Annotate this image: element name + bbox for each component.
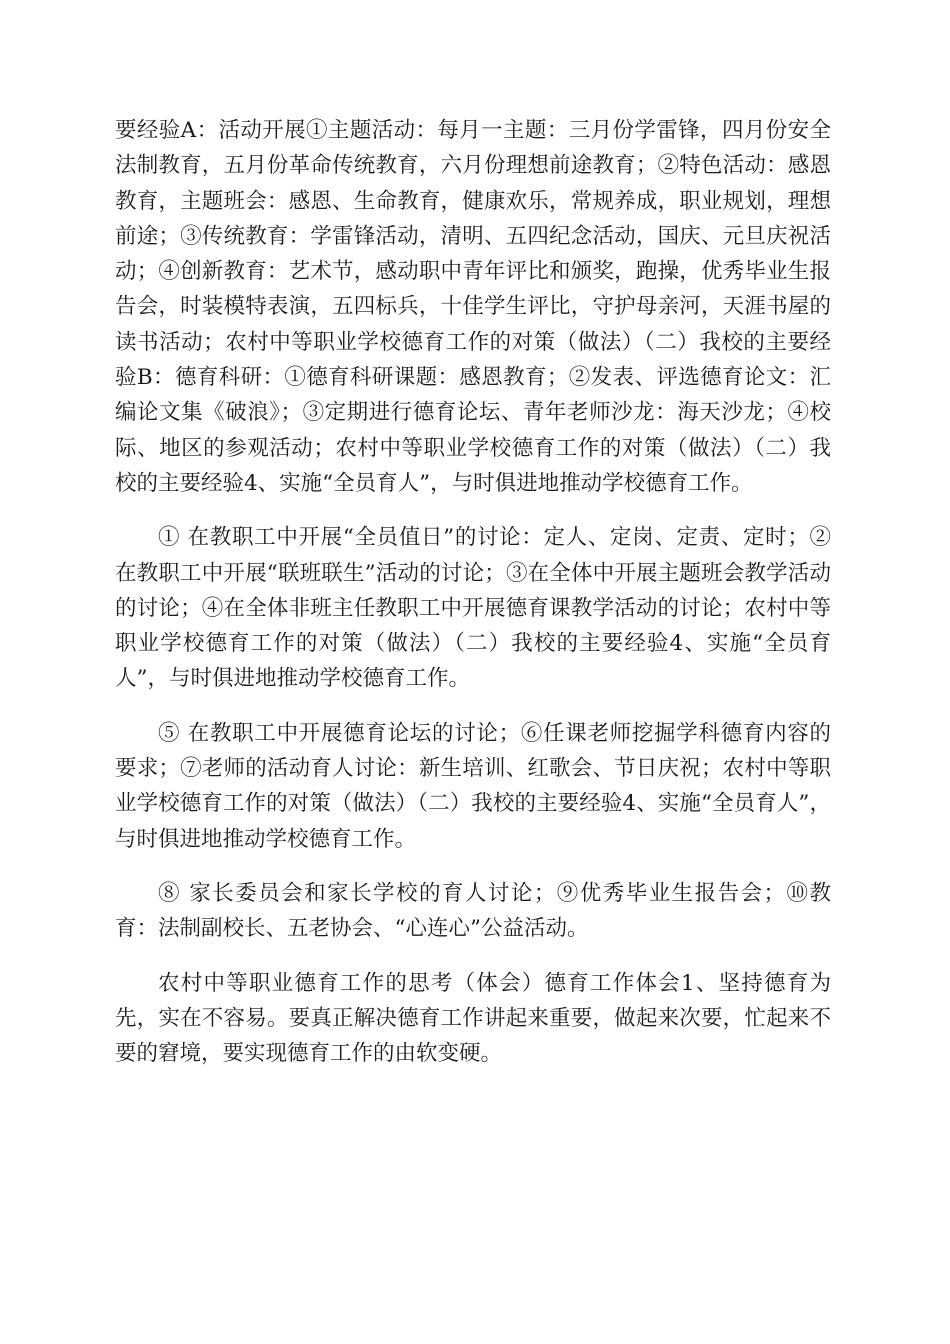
paragraph-moral-forum: ⑤ 在教职工中开展德育论坛的讨论；⑥任课老师挖掘学科德育内容的要求；⑦老师的活动育人讨论：新生培训、红歌会、节日庆祝；农村中等职业学校德育工作的对策（做法）（二）我校的主要经验4、实施“全员育人”，与时俱进地推动学校德育工作。 xyxy=(115,720,831,852)
paragraph-staff-duty: ① 在教职工中开展“全员值日”的讨论：定人、定岗、定责、定时；②在教职工中开展“联班联生”活动的讨论；③在全体中开展主题班会教学活动的讨论；④在全体非班主任教职工中开展德育课教学活动的讨论；农村中等职业学校德育工作的对策（做法）（二）我校的主要经验4、实施“全员育人”，与时俱进地推动学校德育工作。 xyxy=(115,525,831,692)
paragraph-reflection: 农村中等职业德育工作的思考（体会）德育工作体会1、坚持德育为先，实在不容易。要真正解决德育工作讲起来重要，做起来次要，忙起来不要的窘境，要实现德育工作的由软变硬。 xyxy=(115,970,831,1067)
paragraph-parent-committee: ⑧ 家长委员会和家长学校的育人讨论；⑨优秀毕业生报告会；⑩教育：法制副校长、五老协会、“心连心”公益活动。 xyxy=(115,880,831,942)
paragraph-continuation: 要经验A：活动开展①主题活动：每月一主题：三月份学雷锋，四月份安全法制教育，五月份革命传统教育，六月份理想前途教育；②特色活动：感恩教育，主题班会：感恩、生命教育，健康欢乐，常规养成，职业规划，理想前途；③传统教育：学雷锋活动，清明、五四纪念活动，国庆、元旦庆祝活动；④创新教育：艺术节，感动职中青年评比和颁奖，跑操，优秀毕业生报告会，时装模特表演，五四标兵，十佳学生评比，守护母亲河，天涯书屋的读书活动；农村中等职业学校德育工作的对策（做法）（二）我校的主要经验B：德育科研：①德育科研课题：感恩教育；②发表、评选德育论文：汇编论文集《破浪》；③定期进行德育论坛、青年老师沙龙：海天沙龙；④校际、地区的参观活动；农村中等职业学校德育工作的对策（做法）（二）我校的主要经验4、实施“全员育人”，与时俱进地推动学校德育工作。 xyxy=(115,118,831,496)
document-body xyxy=(115,113,831,1071)
